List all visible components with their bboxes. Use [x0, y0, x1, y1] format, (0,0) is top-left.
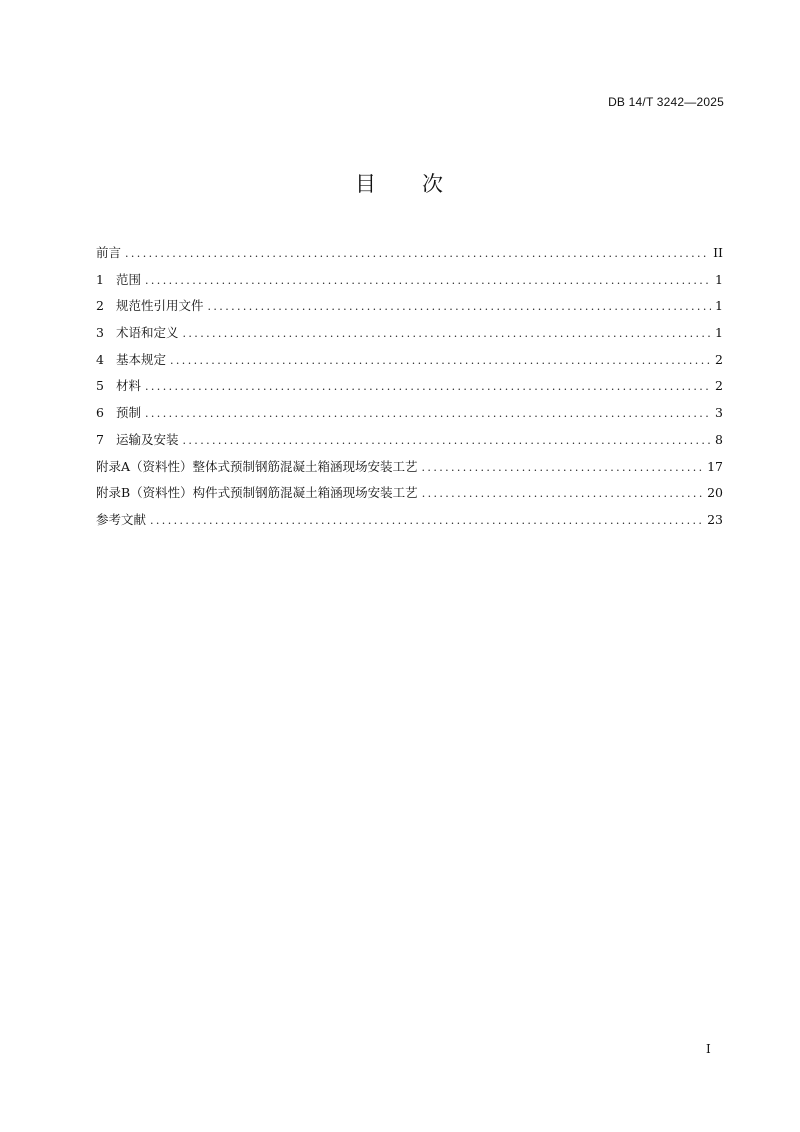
toc-entry-title: 规范性引用文件 — [116, 298, 204, 314]
toc-entry-page: 17 — [707, 458, 723, 474]
toc-leader-dots — [150, 508, 703, 535]
toc-entry-title: 参考文献 — [96, 511, 147, 527]
toc-leader-dots — [183, 428, 712, 455]
toc-entry-appendix-b[interactable] — [96, 480, 723, 507]
toc-entry-label — [96, 373, 141, 400]
toc-entry-page: 20 — [707, 485, 723, 501]
toc-leader-dots — [183, 321, 712, 348]
toc-entry-label — [96, 400, 141, 427]
toc-entry-page: 8 — [715, 431, 723, 447]
toc-leader-dots — [208, 294, 712, 321]
toc-entry-label — [96, 293, 204, 320]
toc-entry-foreword[interactable] — [96, 240, 723, 267]
title-char-1: 目 — [355, 172, 378, 196]
toc-entry-title: 范围 — [116, 271, 142, 287]
toc-entry-number: 4 — [96, 351, 104, 367]
toc-entry-appendix-a[interactable] — [96, 454, 723, 481]
toc-entry-number: 6 — [96, 405, 104, 421]
toc-entry-page: 23 — [707, 511, 723, 527]
document-code: DB 14/T 3242—2025 — [608, 95, 724, 109]
toc-entry-page: 1 — [715, 271, 723, 287]
toc-entry-label — [96, 267, 141, 294]
page-number: I — [706, 1042, 711, 1056]
toc-entry-number: 7 — [96, 431, 104, 447]
toc-leader-dots — [170, 348, 711, 375]
toc-entry-page: 1 — [715, 298, 723, 314]
toc-entry-number: 1 — [96, 271, 104, 287]
toc-entry-label — [96, 427, 179, 454]
page-title — [0, 168, 800, 198]
toc-entry-bibliography[interactable] — [96, 507, 723, 534]
toc-entry-number: 2 — [96, 298, 104, 314]
toc-entry-prefabrication[interactable] — [96, 400, 723, 427]
toc-entry-label — [96, 320, 179, 347]
toc-entry-number: 3 — [96, 325, 104, 341]
toc-entry-page: II — [713, 245, 723, 260]
toc-entry-title: 附录A（资料性）整体式预制钢筋混凝土箱涵现场安装工艺 — [96, 458, 418, 474]
toc-entry-label — [96, 480, 418, 507]
toc-leader-dots — [125, 241, 709, 268]
toc-entry-number: 5 — [96, 378, 104, 394]
toc-entry-label — [96, 507, 146, 534]
toc-entry-basic-provisions[interactable] — [96, 347, 723, 374]
toc-leader-dots — [145, 401, 711, 428]
toc-entry-title: 运输及安装 — [116, 431, 179, 447]
toc-entry-title: 附录B（资料性）构件式预制钢筋混凝土箱涵现场安装工艺 — [96, 485, 418, 501]
toc-entry-scope[interactable] — [96, 267, 723, 294]
toc-entry-title: 前言 — [96, 245, 122, 260]
toc-leader-dots — [422, 481, 703, 508]
toc-leader-dots — [145, 268, 711, 295]
title-char-2: 次 — [422, 172, 445, 196]
toc-entry-title: 基本规定 — [116, 351, 167, 367]
toc-entry-page: 2 — [715, 351, 723, 367]
toc-entry-normative-references[interactable] — [96, 293, 723, 320]
toc-entry-terms-definitions[interactable] — [96, 320, 723, 347]
toc-entry-page: 2 — [715, 378, 723, 394]
toc-entry-label — [96, 347, 166, 374]
toc-entry-title: 术语和定义 — [116, 325, 179, 341]
toc-entry-materials[interactable] — [96, 373, 723, 400]
toc-entry-page: 3 — [715, 405, 723, 421]
toc-leader-dots — [145, 374, 711, 401]
table-of-contents — [96, 240, 723, 534]
toc-entry-label — [96, 454, 418, 481]
toc-entry-title: 预制 — [116, 405, 142, 421]
toc-entry-transport-installation[interactable] — [96, 427, 723, 454]
toc-leader-dots — [422, 455, 704, 482]
toc-entry-title: 材料 — [116, 378, 142, 394]
toc-entry-label — [96, 240, 121, 267]
toc-entry-page: 1 — [715, 325, 723, 341]
